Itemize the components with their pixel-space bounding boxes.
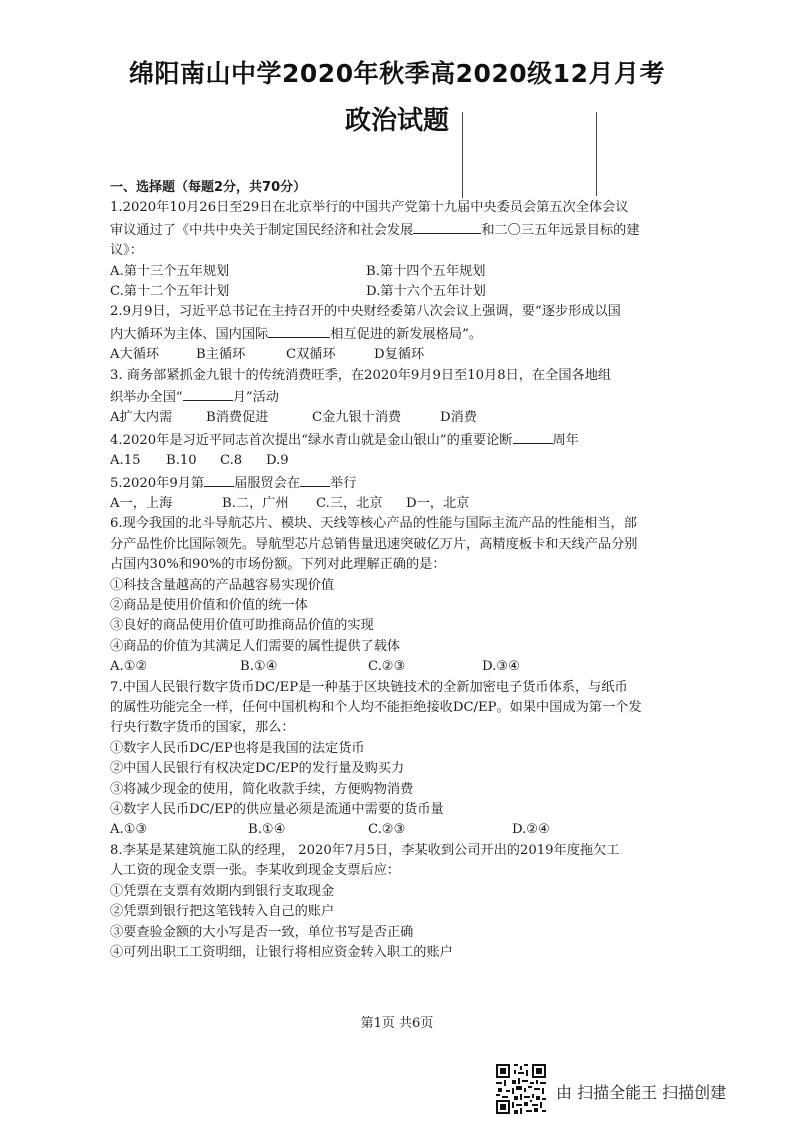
q7-statement-3: ③将减少现金的使用，简化收款手续，方便购物消费 xyxy=(110,781,414,797)
q6-line3: 占国内30%和90%的市场份额。下列对此理解正确的是： xyxy=(110,557,446,573)
answer-blank xyxy=(183,386,233,401)
q5-option-b: B.二，广州 xyxy=(222,496,289,512)
q7-option-d: D.②④ xyxy=(512,822,550,838)
q2-line1: 2.9月9日，习近平总书记在主持召开的中央财经委第八次会议上强调，要“逐步形成以国 xyxy=(110,304,621,320)
q6-option-a: A.①② xyxy=(110,659,148,675)
q1-line3: 议》： xyxy=(110,243,143,259)
q2-line2: 内大循环为主体、国内国际 相互促进的新发展格局”。 xyxy=(110,323,680,345)
exam-subtitle: 政治试题 xyxy=(344,106,449,136)
q7-line1: 7.中国人民银行数字货币DC/EP是一种基于区块链技术的全新加密电子货币体系，与纸币 xyxy=(110,679,628,695)
q8-line2: 人工资的现金支票一张。李某收到现金支票后应： xyxy=(110,863,401,879)
q4-line1: 4.2020年是习近平同志首次提出“绿水青山就是金山银山”的重要论断 周年 xyxy=(110,429,680,451)
q5-options xyxy=(110,494,680,514)
q8-statement-4: ④可列出职工工资明细，让银行将相应资金转入职工的账户 xyxy=(110,944,453,960)
q4-option-d: D.9 xyxy=(266,453,289,469)
q5-option-c: C.三，北京 xyxy=(316,496,383,512)
q3-options xyxy=(110,408,680,428)
q2-option-c: C双循环 xyxy=(286,347,336,363)
q7-options xyxy=(110,820,680,840)
q7-statement-1: ①数字人民币DC/EP也将是我国的法定货币 xyxy=(110,740,365,756)
q8-statement-1: ①凭票在支票有效期内到银行支取现金 xyxy=(110,883,335,899)
q4-option-c: C.8 xyxy=(220,453,243,469)
q1-option-d: D.第十六个五年计划 xyxy=(366,284,486,300)
q7-statement-4: ④数字人民币DC/EP的供应量必须是流通中需要的货币量 xyxy=(110,802,444,818)
q6-statement-1: ①科技含量越高的产品越容易实现价值 xyxy=(110,577,335,593)
q6-line1: 6.现今我国的北斗导航芯片、模块、天线等核心产品的性能与国际主流产品的性能相当，部 xyxy=(110,516,637,532)
q5-line1: 5.2020年9月第 届服贸会在 举行 xyxy=(110,472,680,494)
answer-blank xyxy=(513,429,553,444)
q1-line1: 1.2020年10月26日至29日在北京举行的中国共产党第十九届中央委员会第五次全体会议 xyxy=(110,200,629,216)
q3-option-c: C金九银十消费 xyxy=(312,410,402,426)
q1-options-row2 xyxy=(110,282,680,302)
q1-option-c: C.第十二个五年计划 xyxy=(110,284,230,300)
q8-statement-2: ②凭票到银行把这笔钱转入自己的账户 xyxy=(110,904,335,920)
q4-option-a: A.15 xyxy=(110,453,141,469)
q1-option-a: A.第十三个五年规划 xyxy=(110,263,230,279)
q7-statement-2: ②中国人民银行有权决定DC/EP的发行量及购买力 xyxy=(110,761,405,777)
answer-blank xyxy=(204,472,234,487)
q6-statement-2: ②商品是使用价值和价值的统一体 xyxy=(110,598,308,614)
q6-statement-4: ④商品的价值为其满足人们需要的属性提供了载体 xyxy=(110,638,401,654)
q2-option-a: A大循环 xyxy=(110,347,160,363)
q5-option-a: A一，上海 xyxy=(110,496,173,512)
q7-option-b: B.①④ xyxy=(248,822,286,838)
q6-statement-3: ③良好的商品使用价值可助推商品价值的实现 xyxy=(110,618,374,634)
answer-blank xyxy=(300,472,330,487)
q8-line1: 8.李某是某建筑施工队的经理， 2020年7月5日，李某收到公司开出的2019年度拖欠工 xyxy=(110,842,620,858)
q7-option-a: A.①③ xyxy=(110,822,148,838)
page-number: 第1页 共6页 xyxy=(360,1016,434,1031)
q3-option-d: D消费 xyxy=(440,410,477,426)
q6-options xyxy=(110,657,680,677)
q3-line2: 织举办全国“ 月”活动 xyxy=(110,386,680,408)
q1-options-row1 xyxy=(110,262,680,282)
q7-line3: 行央行数字货币的国家，那么： xyxy=(110,720,295,736)
q6-line2: 分产品性价比国际领先。导航型芯片总销售量迅速突破亿万片，高精度板卡和天线产品分别 xyxy=(110,536,638,552)
exam-title: 绵阳南山中学2020年秋季高2020级12月月考 xyxy=(129,59,665,88)
q4-options xyxy=(110,451,680,471)
q2-option-b: B主循环 xyxy=(196,347,246,363)
q8-statement-3: ③要查验金额的大小写是否一致，单位书写是否正确 xyxy=(110,924,414,940)
q7-option-c: C.②③ xyxy=(368,822,406,838)
q5-option-d: D一，北京 xyxy=(406,496,470,512)
q1-option-b: B.第十四个五年规划 xyxy=(366,263,486,279)
q3-option-b: B消费促进 xyxy=(206,410,269,426)
q2-option-d: D复循环 xyxy=(374,347,425,363)
answer-blank xyxy=(413,219,481,234)
q1-line2: 审议通过了《中共中央关于制定国民经济和社会发展 和二〇三五年远景目标的建 xyxy=(110,219,680,241)
answer-blank xyxy=(268,323,330,338)
q2-options xyxy=(110,345,680,365)
q4-option-b: B.10 xyxy=(166,453,197,469)
q6-option-d: D.③④ xyxy=(482,659,520,675)
qr-code-icon xyxy=(496,1064,546,1114)
q6-option-b: B.①④ xyxy=(240,659,278,675)
q7-line2: 的属性功能完全一样，任何中国机构和个人均不能拒绝接收DC/EP。如果中国成为第一个发 xyxy=(110,700,642,716)
q6-option-c: C.②③ xyxy=(368,659,406,675)
q3-line1: 3. 商务部紧抓金九银十的传统消费旺季，在2020年9月9日至10月8日，在全国各地组 xyxy=(110,367,612,383)
question-content xyxy=(110,178,680,963)
scanner-watermark: 由 扫描全能王 扫描创建 xyxy=(556,1083,727,1102)
q3-option-a: A扩大内需 xyxy=(110,410,173,426)
section-heading: 一、选择题（每题2分，共70分） xyxy=(110,180,307,195)
